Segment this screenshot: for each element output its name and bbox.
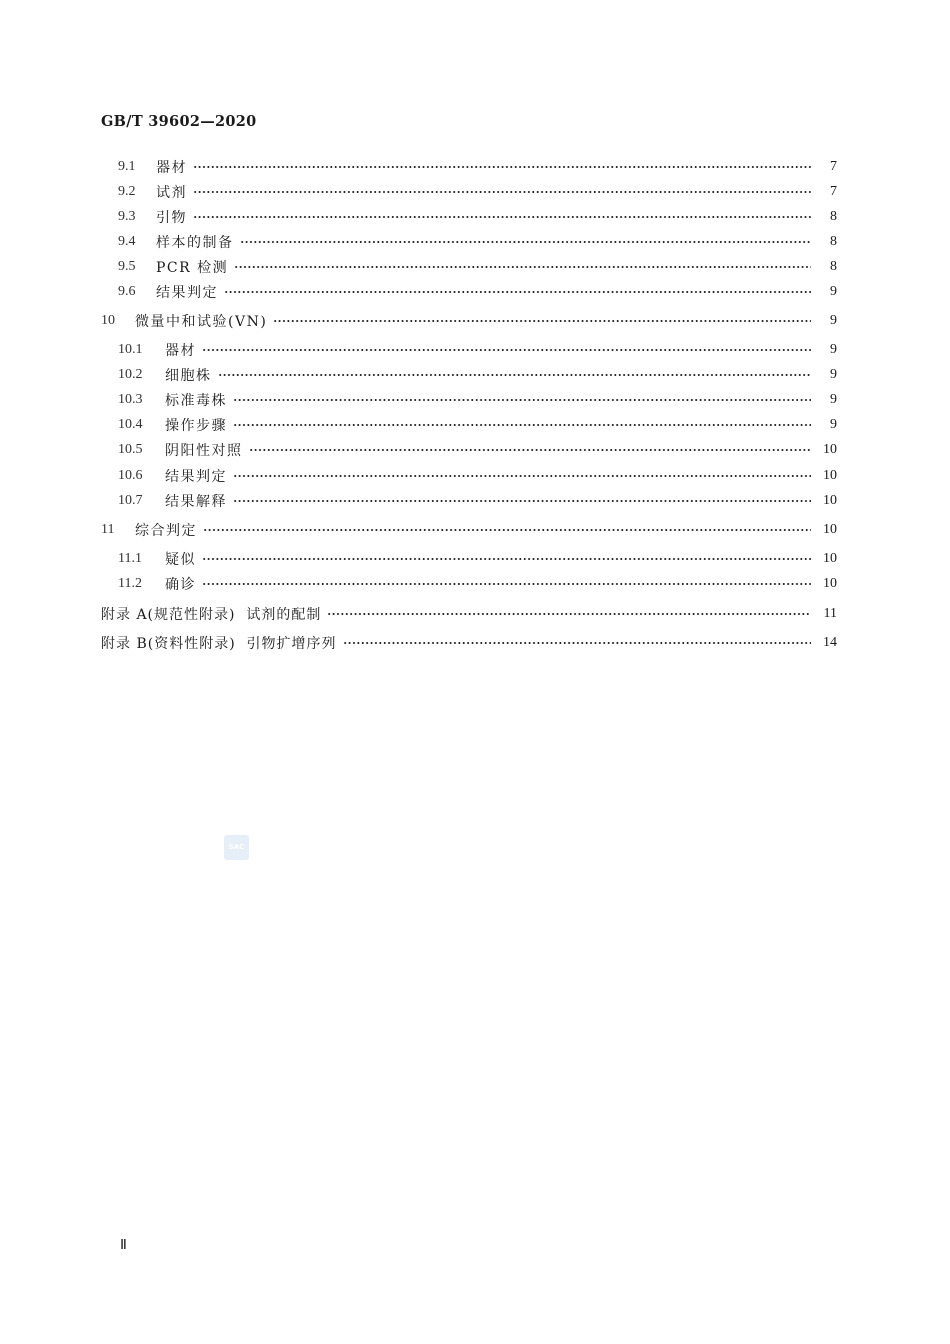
- toc-entry-page: 10: [823, 551, 837, 566]
- toc-entry[interactable]: [101, 520, 837, 540]
- toc-entry-page: 8: [830, 209, 837, 224]
- toc-entry-page: 9: [830, 342, 837, 357]
- toc-entry[interactable]: [118, 257, 837, 277]
- toc-entry-title: 器材: [165, 343, 196, 359]
- toc-entry-page: 10: [823, 522, 837, 537]
- toc-entry[interactable]: [118, 365, 837, 385]
- toc-entry[interactable]: [118, 182, 837, 202]
- toc-entry-title: 综合判定: [135, 523, 197, 539]
- toc-entry-title: PCR 检测: [156, 260, 229, 276]
- toc-entry-title: 细胞株: [165, 368, 212, 384]
- toc-entry-title: 引物: [156, 210, 187, 226]
- toc-entry-page: 7: [830, 184, 837, 199]
- toc-entry-page: 7: [830, 159, 837, 174]
- toc-leader-dots: [327, 604, 811, 624]
- toc-entry-title: 附录 B(资料性附录) 引物扩增序列: [101, 636, 337, 652]
- toc-leader-dots: [203, 520, 811, 540]
- toc-entry-title: 微量中和试验(VN): [135, 314, 268, 330]
- toc-entry[interactable]: [118, 282, 837, 302]
- toc-entry-number: 9.2: [118, 184, 136, 199]
- toc-leader-dots: [202, 340, 811, 360]
- toc-entry-number: 9.1: [118, 159, 136, 174]
- toc-entry-number: 10.3: [118, 392, 143, 407]
- toc-leader-dots: [233, 390, 811, 410]
- sac-watermark-logo: SAC: [224, 835, 249, 860]
- toc-leader-dots: [202, 574, 811, 594]
- toc-leader-dots: [240, 232, 812, 252]
- toc-entry-title: 结果解释: [165, 494, 227, 510]
- toc-entry[interactable]: [118, 232, 837, 252]
- toc-entry-page: 10: [823, 576, 837, 591]
- toc-entry-title: 器材: [156, 160, 187, 176]
- toc-entry-title: 试剂: [156, 185, 187, 201]
- toc-leader-dots: [343, 633, 811, 653]
- toc-entry-number: 9.5: [118, 259, 136, 274]
- toc-entry-page: 14: [823, 635, 837, 650]
- toc-entry-page: 8: [830, 259, 837, 274]
- toc-entry-number: 11.2: [118, 576, 142, 591]
- toc-entry-page: 9: [830, 367, 837, 382]
- toc-entry-number: 10.1: [118, 342, 143, 357]
- toc-entry-appendix-b[interactable]: [101, 633, 837, 653]
- toc-entry-number: 11: [101, 522, 115, 537]
- toc-entry[interactable]: [118, 340, 837, 360]
- toc-entry-page: 10: [823, 468, 837, 483]
- toc-entry-page: 8: [830, 234, 837, 249]
- toc-leader-dots: [193, 182, 811, 202]
- toc-entry-number: 10.7: [118, 493, 143, 508]
- toc-leader-dots: [273, 311, 811, 331]
- toc-entry[interactable]: [101, 311, 837, 331]
- toc-entry-number: 11.1: [118, 551, 142, 566]
- footer-page-number: Ⅱ: [120, 1238, 127, 1253]
- toc-leader-dots: [233, 491, 811, 511]
- toc-entry[interactable]: [118, 207, 837, 227]
- toc-leader-dots: [193, 207, 811, 227]
- toc-leader-dots: [233, 415, 811, 435]
- toc-entry[interactable]: [118, 491, 837, 511]
- toc-entry-number: 10.6: [118, 468, 143, 483]
- toc-entry-page: 9: [830, 313, 837, 328]
- toc-entry-number: 9.4: [118, 234, 136, 249]
- toc-entry-number: 10.5: [118, 442, 143, 457]
- toc-entry-title: 样本的制备: [156, 235, 234, 251]
- toc-entry-page: 11: [823, 606, 837, 621]
- toc-entry-title: 疑似: [165, 552, 196, 568]
- toc-entry-appendix-a[interactable]: [101, 604, 837, 624]
- toc-entry[interactable]: [118, 157, 837, 177]
- toc-entry[interactable]: [118, 390, 837, 410]
- toc-leader-dots: [193, 157, 811, 177]
- toc-entry-title: 结果判定: [165, 469, 227, 485]
- toc-leader-dots: [218, 365, 812, 385]
- toc-entry-number: 10.4: [118, 417, 143, 432]
- toc-entry-number: 10: [101, 313, 115, 328]
- toc-entry-page: 9: [830, 392, 837, 407]
- toc-entry-title: 操作步骤: [165, 418, 227, 434]
- toc-entry-title: 阴阳性对照: [165, 443, 243, 459]
- toc-entry-page: 10: [823, 493, 837, 508]
- toc-leader-dots: [202, 549, 811, 569]
- toc-entry-number: 9.3: [118, 209, 136, 224]
- toc-entry-number: 10.2: [118, 367, 143, 382]
- toc-leader-dots: [234, 257, 811, 277]
- toc-entry-title: 结果判定: [156, 285, 218, 301]
- toc-entry-page: 9: [830, 284, 837, 299]
- toc-leader-dots: [233, 466, 811, 486]
- toc-entry-page: 9: [830, 417, 837, 432]
- standard-code: GB/T 39602—2020: [101, 113, 257, 130]
- toc-leader-dots: [249, 440, 812, 460]
- toc-entry[interactable]: [118, 440, 837, 460]
- toc-entry[interactable]: [118, 549, 837, 569]
- toc-entry-title: 标准毒株: [165, 393, 227, 409]
- toc-entry-page: 10: [823, 442, 837, 457]
- toc-leader-dots: [224, 282, 811, 302]
- toc-entry-number: 9.6: [118, 284, 136, 299]
- toc-entry[interactable]: [118, 574, 837, 594]
- toc-entry-title: 附录 A(规范性附录) 试剂的配制: [101, 607, 322, 623]
- toc-entry[interactable]: [118, 415, 837, 435]
- toc-entry[interactable]: [118, 466, 837, 486]
- toc-entry-title: 确诊: [165, 577, 196, 593]
